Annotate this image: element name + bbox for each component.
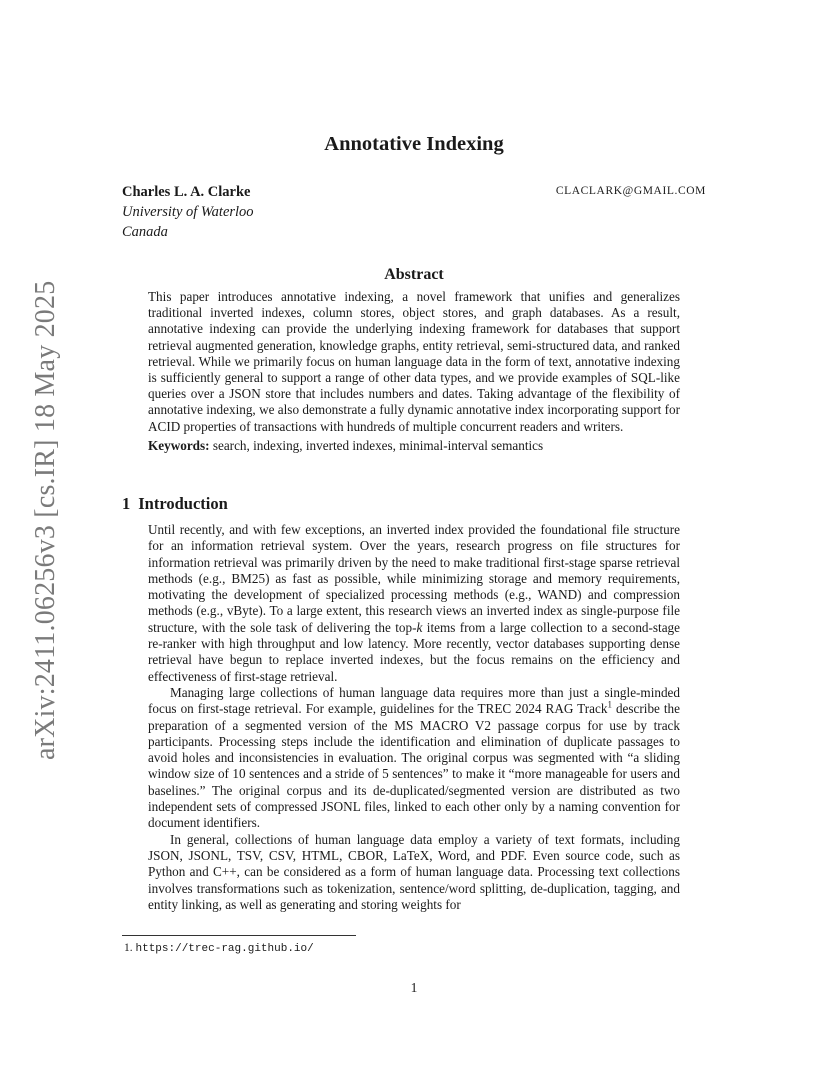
- footnote-marker[interactable]: 1: [607, 699, 612, 710]
- abstract-body: [148, 289, 680, 454]
- paper-title: Annotative Indexing: [324, 133, 504, 155]
- author-email[interactable]: CLACLARK@GMAIL.COM: [555, 185, 706, 197]
- section-number: 1: [122, 494, 131, 513]
- paragraph-2: [148, 685, 680, 832]
- section-heading-introduction: [122, 494, 228, 514]
- paragraph-2-text: Managing large collections of human language data requires more than just a single-minded focus on first-stage retrieval. For example, guidelines for the TREC 2024 RAG Track: [148, 684, 680, 717]
- footnote-number: 1.: [124, 942, 133, 954]
- keywords-list: search, indexing, inverted indexes, minimal-interval semantics: [212, 437, 544, 453]
- page-number: 1: [410, 980, 418, 995]
- author-affiliation: University of Waterloo: [122, 204, 254, 220]
- author-name: Charles L. A. Clarke: [122, 184, 251, 200]
- abstract-text: This paper introduces annotative indexing, a novel framework that unifies and generalizes traditional inverted indexes, column stores, object stores, and graph databases. As a result, annotative indexing can provide the underlying indexing framework for databases that support retrieval augmented generation, knowledge graphs, entity retrieval, semi-structured data, and ranked retrieval. While we primarily focus on human language data in the form of text, annotative indexing is sufficiently general to support a range of other data types, and we provide examples of SQL-like queries over a JSON store that includes numbers and dates. Taking advantage of the flexibility of annotative indexing, we also demonstrate a fully dynamic annotative index incorporating support for ACID properties of transactions with hundreds of multiple concurrent readers and writers.: [148, 289, 680, 434]
- author-country: Canada: [122, 224, 168, 240]
- introduction-body: [148, 522, 680, 913]
- footnote: [124, 942, 314, 955]
- keywords-label: Keywords:: [148, 437, 210, 453]
- keywords-line: [148, 438, 680, 454]
- section-title: Introduction: [138, 494, 228, 513]
- paragraph-3: In general, collections of human language data employ a variety of text formats, including JSON, JSONL, TSV, CSV, HTML, CBOR, LaTeX, Word, and PDF. Even source code, such as Python and C++, can be considered as a form of human language data. Processing text collections involves transformations such as tokenization, sentence/word splitting, de-duplication, tagging, and entity linking, as well as generating and storing weights for: [148, 831, 680, 912]
- abstract-heading: Abstract: [384, 266, 444, 283]
- paragraph-1: [148, 522, 680, 685]
- footnote-rule: [122, 935, 356, 936]
- arxiv-identifier-stamp: arXiv:2411.06256v3 [cs.IR] 18 May 2025: [30, 280, 61, 760]
- paragraph-1-text-end: items from a large collection to a second-stage re-ranker with high throughput and low latency. More recently, vector databases supporting dense retrieval have begun to replace inverted indexes, but the focus remains on the efficiency and effectiveness of first-stage retrieval.: [148, 619, 680, 684]
- paragraph-2-text-end: describe the preparation of a segmented version of the MS MACRO V2 passage corpus for use by track participants. Processing steps include the identification and elimination of duplicate passages to avoid holes and inconsistencies in evaluation. The original corpus was segmented with “a sliding window size of 10 sentences and a stride of 5 sentences” to make it “more manageable for users and baselines.” The original corpus and its de-duplicated/segmented version are distributed as two independent sets of compressed JSONL files, linked to each other only by a naming convention for document identifiers.: [148, 701, 681, 831]
- paragraph-1-text: Until recently, and with few exceptions, an inverted index provided the foundational file structure for an information retrieval system. Over the years, research progress on file structures for information retrieval was primarily driven by the need to make traditional first-stage sparse retrieval methods (e.g., BM25) as fast as possible, while minimizing storage and memory requirements, motivating the development of specialized processing methods (e.g., WAND) and compression methods (e.g., vByte). To a large extent, this research views an inverted index as single-purpose file structure, with the sole task of delivering the top-: [148, 522, 680, 635]
- author-block: [122, 182, 254, 242]
- paragraph-1-k: k: [416, 619, 423, 635]
- footnote-url-link[interactable]: https://trec-rag.github.io/: [135, 943, 314, 955]
